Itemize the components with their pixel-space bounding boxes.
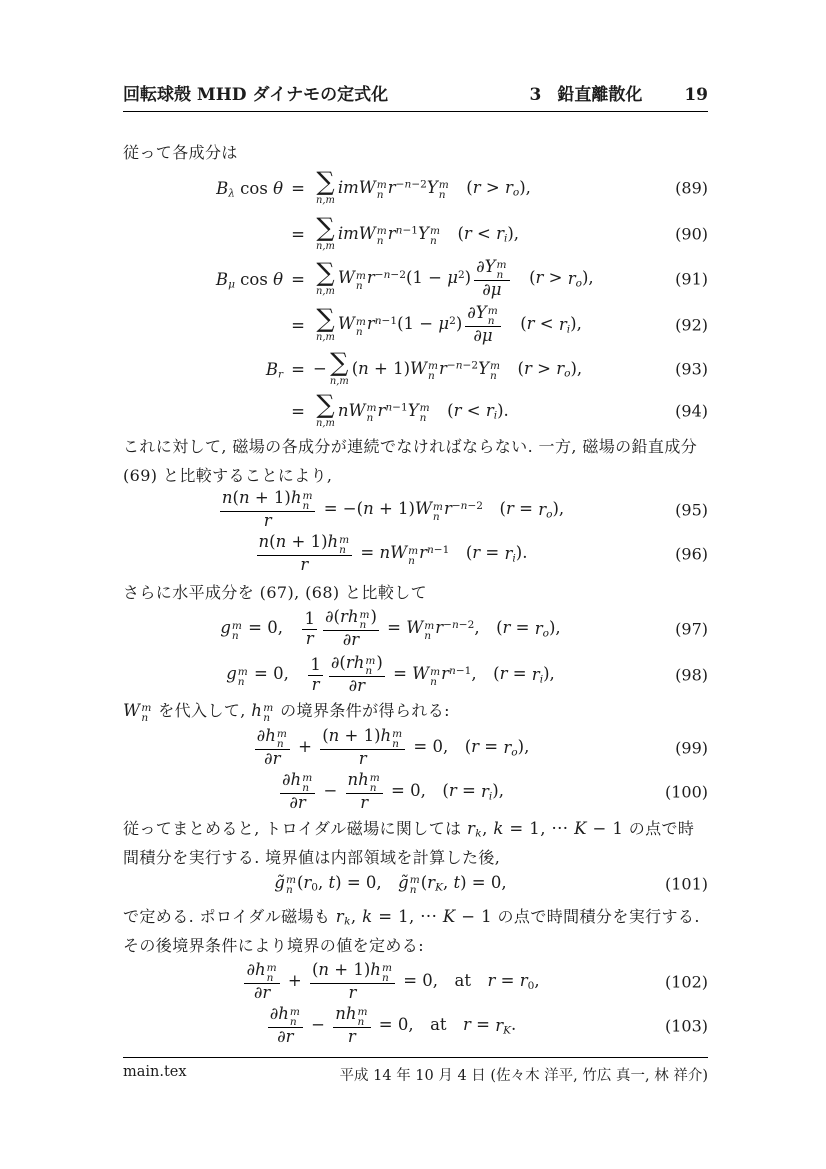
equals-sign: = <box>291 224 305 244</box>
equation-number: (92) <box>675 315 708 335</box>
equation-body: g m n = 0, $\frac{1}{r}$ ∂(rh m n ) ∂r = W m n $r^{-n-2}$, $(r = r_o)$, <box>220 607 561 649</box>
equation-number: (95) <box>675 500 708 520</box>
equation-body: n(n + 1)h m n r = nW m n $r^{n-1}$ $(r = r_i)$. <box>258 532 528 574</box>
equation-93 <box>123 348 708 390</box>
equation-number: (98) <box>675 665 708 685</box>
equation-number: (97) <box>675 619 708 639</box>
equation-101 <box>123 870 708 898</box>
equation-rhs: ∑ n,m imW m n $r^{-n-2}Y$ m n $(r > r_o)$, <box>316 166 531 207</box>
equation-91 <box>123 256 708 302</box>
paragraph-continuity: これに対して, 磁場の各成分が連続でなければならない. 一方, 磁場の鉛直成分 (69) と比較することにより, <box>123 437 698 485</box>
paragraph-intro: 従って各成分は <box>123 143 238 162</box>
equation-rhs: ∑ n,m W m n $r^{-n-2}(1 - \mu^2)$ ∂Y m n ∂μ $(r > r_o)$, <box>316 257 594 299</box>
equation-body: g m n = 0, $\frac{1}{r}$ ∂(rh m n ) ∂r = W m n $r^{n-1}$, $(r = r_i)$, <box>226 653 555 695</box>
section-title: 鉛直離散化 <box>557 85 643 105</box>
equation-99 <box>123 726 708 770</box>
equals-sign: = <box>291 269 305 289</box>
equation-number: (94) <box>675 401 708 421</box>
equation-lhs: $B_r$ <box>265 359 283 381</box>
equation-number: (100) <box>664 782 708 802</box>
page-footer <box>123 1064 708 1085</box>
equation-92 <box>123 302 708 348</box>
equals-sign: = <box>291 359 305 379</box>
equation-rhs: − ∑ n,m (n + 1)W m n $r^{-n-2}Y$ m n $(r > r_o)$, <box>313 347 583 388</box>
equation-rhs: ∑ n,m imW m n $r^{n-1}Y$ m n $(r < r_i)$, <box>316 212 520 253</box>
footer-filename: main.tex <box>123 1064 187 1080</box>
equation-102 <box>123 960 708 1004</box>
equation-89 <box>123 166 708 210</box>
page-number: 19 <box>684 85 708 105</box>
equation-number: (91) <box>675 269 708 289</box>
equation-rhs: ∑ n,m nW m n $r^{n-1}Y$ m n $(r < r_i)$. <box>316 389 509 430</box>
section-number: 3 <box>529 85 542 105</box>
equation-body: ∂h m n ∂r − nh m n r = 0, at $r = r_K$. <box>269 1004 517 1046</box>
footer-date-authors: 平成 14 年 10 月 4 日 (佐々木 洋平, 竹広 真一, 林 祥介) <box>339 1068 708 1084</box>
equation-body: ∂h m n ∂r + (n + 1)h m n r = 0, $(r = r_o)$, <box>256 726 530 768</box>
equation-body: n(n + 1)h m n r = −(n + 1)W m n $r^{-n-2}$ $(r = r_o)$, <box>221 488 565 530</box>
equals-sign: = <box>291 401 305 421</box>
paragraph-poloidal: で定める. ポロイダル磁場も $r_k$, k = 1, ··· K − 1 の点で時間積分を実行する. その後境界条件により境界の値を定める: <box>123 907 700 955</box>
footer-rule <box>123 1057 708 1058</box>
equation-96 <box>123 532 708 576</box>
equation-body: ∂h m n ∂r + (n + 1)h m n r = 0, at $r = r_0$, <box>246 960 540 1002</box>
equation-number: (90) <box>675 224 708 244</box>
equation-number: (102) <box>664 972 708 992</box>
paragraph-toroidal: 従ってまとめると, トロイダル磁場に関しては $r_k$, k = 1, ··· K − 1 の点で時間積分を実行する. 境界値は内部領域を計算した後, <box>123 819 695 867</box>
equation-number: (103) <box>664 1016 708 1036</box>
equation-number: (99) <box>675 738 708 758</box>
equation-98 <box>123 652 708 698</box>
equation-100 <box>123 770 708 814</box>
equation-number: (101) <box>664 874 708 894</box>
header-right <box>529 80 708 105</box>
equation-90 <box>123 212 708 256</box>
running-title: 回転球殻 MHD ダイナモの定式化 <box>123 85 389 105</box>
equation-number: (93) <box>675 359 708 379</box>
paragraph-substitute: W m n を代入して, h m n の境界条件が得られる: <box>123 701 450 725</box>
equation-103 <box>123 1004 708 1048</box>
equation-95 <box>123 488 708 532</box>
equation-body: ∂h m n ∂r − nh m n r = 0, $(r = r_i)$, <box>282 770 504 812</box>
paragraph-horizontal-compare: さらに水平成分を (67), (68) と比較して <box>123 583 428 602</box>
equation-lhs: $B_\mu$ cos θ <box>215 269 283 291</box>
page-header <box>123 80 708 112</box>
equation-number: (96) <box>675 544 708 564</box>
equation-lhs: $B_\lambda$ cos θ <box>216 178 283 200</box>
equals-sign: = <box>291 178 305 198</box>
equation-97 <box>123 606 708 652</box>
equation-body: g̃ m n ($r_0$, t) = 0, g̃ m n ($r_K$, t) = 0, <box>274 872 507 897</box>
equals-sign: = <box>291 315 305 335</box>
equation-94 <box>123 390 708 432</box>
equation-number: (89) <box>675 178 708 198</box>
equation-rhs: ∑ n,m W m n $r^{n-1}(1 - \mu^2)$ ∂Y m n ∂μ $(r < r_i)$, <box>316 303 582 345</box>
